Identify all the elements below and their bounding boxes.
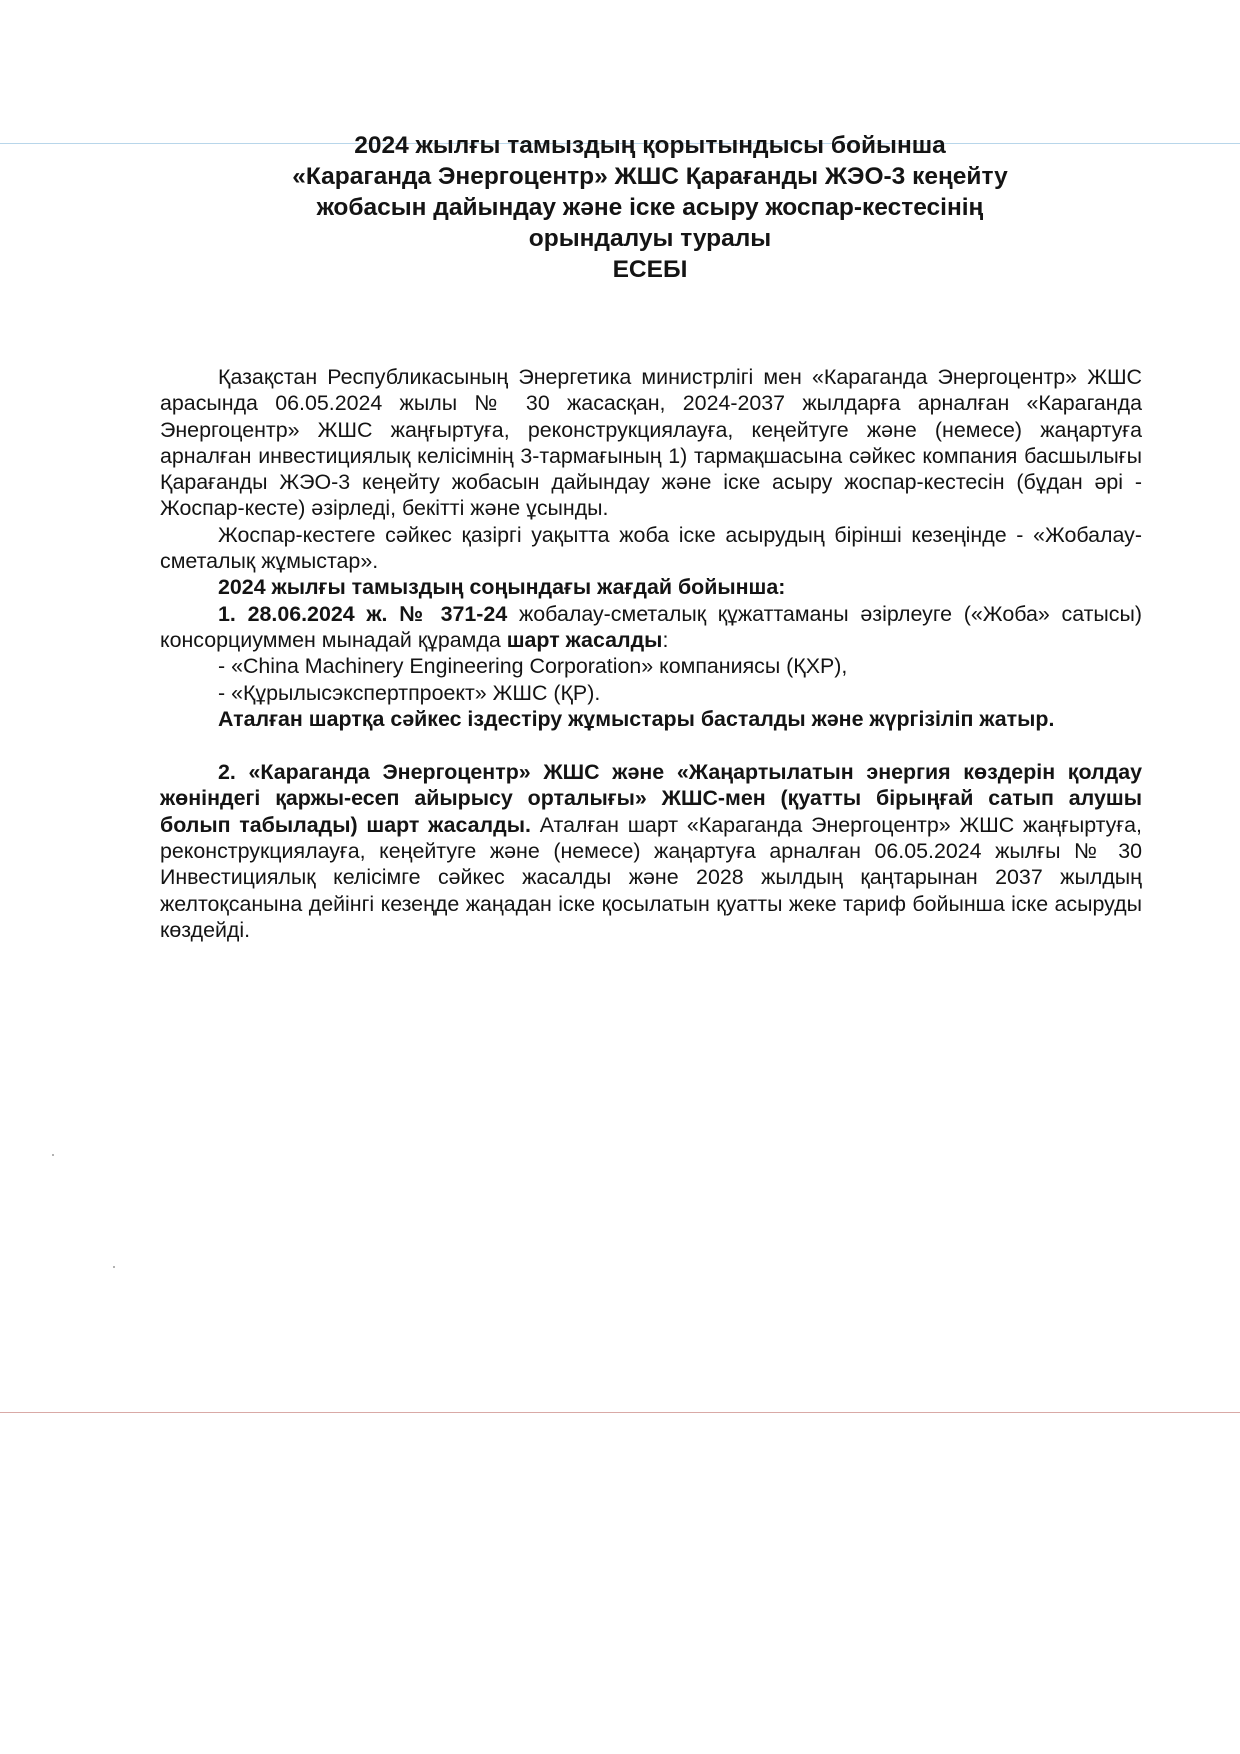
status-heading-text: 2024 жылғы тамыздың соңындағы жағдай бойынша: — [218, 575, 786, 600]
intro-paragraph: Қазақстан Республикасының Энергетика министрлігі мен «Караганда Энергоцентр» ЖШС арасында 06.05.2024 жылы № 30 жасасқан, 2024-2037 жылдарға арналған «Караганда Энергоцентр» ЖШС жаңғыртуға, реконструкциялауға, кеңейтуге және (немесе) жаңартуға арналған инвестициялық келісімнің 3-тармағының 1) тармақшасына сәйкес компания басшылығы Қарағанды ЖЭО-3 кеңейту жобасын дайындау және іске асыру жоспар-кестесін (бұдан әрі - Жоспар-кесте) әзірледі, бекітті және ұсынды. — [160, 365, 1142, 521]
status-heading — [160, 574, 1142, 600]
item-2-paragraph — [160, 759, 1142, 943]
item-1-paragraph — [160, 601, 1142, 654]
document-body — [160, 364, 1142, 943]
item-2-text: Аталған шарт «Караганда Энергоцентр» ЖШС жаңғыртуға, реконструкциялауға, кеңейтуге және (немесе) жаңартуға арналған 06.05.2024 жылғы № 30 Инвестициялық келісімге сәйкес жасалды және 2028 жылдың қаңтарынан 2037 жылдың желтоқсанына дейінгі кезеңде жаңадан іске қосылатын қуатты жеке тариф бойынша іске асыруды көздейді. — [160, 812, 1143, 942]
title-line-1: 2024 жылғы тамыздың қорытындысы бойынша — [354, 132, 946, 159]
item-1-text: жобалау-сметалық құжаттаманы әзірлеуге («Жоба» сатысы) консорциуммен мынадай құрамда — [160, 601, 1142, 652]
paragraph-gap — [160, 732, 1142, 759]
item-1-contract-signed: шарт жасалды — [506, 627, 663, 652]
document-title — [160, 130, 1140, 285]
consortium-member-2: - «Құрылысэкспертпроект» ЖШС (ҚР). — [218, 680, 601, 705]
scan-speck — [52, 1154, 54, 1156]
item-1-result — [160, 706, 1142, 732]
title-line-2: «Караганда Энергоцентр» ЖШС Қарағанды ЖЭО-3 кеңейту — [292, 163, 1008, 190]
stage-paragraph: Жоспар-кестеге сәйкес қазіргі уақытта жоба іске асырудың бірінші кезеңінде - «Жобалау-сметалық жұмыстар». — [160, 522, 1142, 574]
item-1-end: : — [662, 627, 669, 652]
scan-speck — [113, 1266, 115, 1268]
title-line-3: жобасын дайындау және іске асыру жоспар-кестесінің — [316, 194, 984, 221]
title-line-5: ЕСЕБІ — [612, 256, 688, 283]
title-line-4: орындалуы туралы — [528, 225, 772, 252]
consortium-member-1: - «China Machinery Engineering Corporation» компаниясы (ҚХР), — [218, 654, 848, 679]
item-2-heading: 2. «Караганда Энергоцентр» ЖШС және «Жаңартылатын энергия көздерін қолдау жөніндегі қаржы-есеп айырысу орталығы» ЖШС-мен (қуатты бірыңғай сатып алушы болып табылады) шарт жасалды. — [160, 760, 1142, 837]
scan-line-bottom — [0, 1412, 1240, 1413]
item-1-number: 1. 28.06.2024 ж. № 371-24 — [218, 601, 508, 626]
item-1-result-text: Аталған шартқа сәйкес іздестіру жұмыстары басталды және жүргізіліп жатыр. — [218, 706, 1055, 731]
